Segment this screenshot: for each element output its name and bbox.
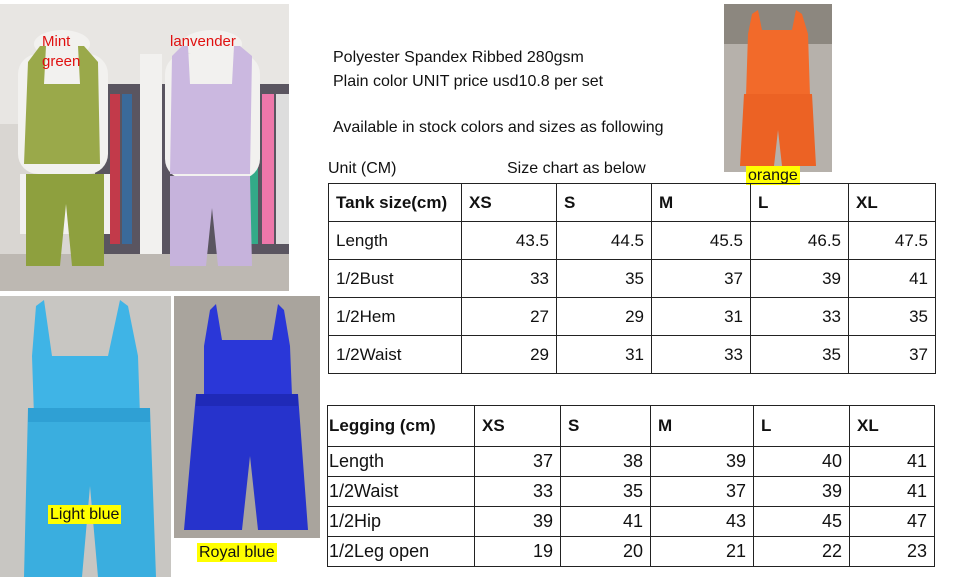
table-cell: 37 <box>652 260 751 298</box>
header-cell: Tank size(cm) <box>329 184 462 222</box>
table-cell: 35 <box>849 298 936 336</box>
label-light-blue: Light blue <box>50 506 120 523</box>
table-cell: 41 <box>850 447 935 477</box>
table-cell: 31 <box>557 336 652 374</box>
table-cell: 33 <box>475 477 561 507</box>
table-cell: 33 <box>652 336 751 374</box>
header-cell: L <box>754 406 850 447</box>
table-cell: 41 <box>850 477 935 507</box>
header-cell: XS <box>475 406 561 447</box>
table-cell: 20 <box>561 537 651 567</box>
header-cell: XL <box>850 406 935 447</box>
table-cell: 29 <box>462 336 557 374</box>
photo-light-blue <box>0 296 171 577</box>
table-row <box>329 260 936 298</box>
table-cell: 37 <box>475 447 561 477</box>
unit-price: Plain color UNIT price usd10.8 per set <box>333 73 604 90</box>
header-cell: XL <box>849 184 936 222</box>
label-orange: orange <box>748 167 798 184</box>
table-cell: 37 <box>849 336 936 374</box>
table-cell: 39 <box>751 260 849 298</box>
table-row <box>329 336 936 374</box>
table-row <box>328 537 935 567</box>
table-cell: 41 <box>561 507 651 537</box>
table-row <box>329 222 936 260</box>
table-header-row <box>328 406 935 447</box>
table-cell: 47.5 <box>849 222 936 260</box>
row-label: 1/2Waist <box>328 477 475 507</box>
light-blue-set-image <box>0 296 171 577</box>
table-cell: 23 <box>850 537 935 567</box>
row-label: 1/2Leg open <box>328 537 475 567</box>
table-cell: 41 <box>849 260 936 298</box>
table-cell: 27 <box>462 298 557 336</box>
header-cell: Legging (cm) <box>328 406 475 447</box>
table-cell: 39 <box>651 447 754 477</box>
table-cell: 19 <box>475 537 561 567</box>
unit-label: Unit (CM) <box>328 160 397 177</box>
header-cell: XS <box>462 184 557 222</box>
table-row <box>328 507 935 537</box>
header-cell: S <box>557 184 652 222</box>
row-label: Length <box>329 222 462 260</box>
table-cell: 39 <box>475 507 561 537</box>
orange-set-image <box>724 4 832 172</box>
row-label: Length <box>328 447 475 477</box>
header-cell: M <box>652 184 751 222</box>
table-header-row <box>329 184 936 222</box>
royal-blue-set-image <box>174 296 320 538</box>
photo-orange <box>724 4 832 172</box>
table-cell: 21 <box>651 537 754 567</box>
table-row <box>328 477 935 507</box>
header-cell: L <box>751 184 849 222</box>
table-row <box>329 298 936 336</box>
table-cell: 29 <box>557 298 652 336</box>
table-cell: 46.5 <box>751 222 849 260</box>
label-royal-blue: Royal blue <box>199 544 275 561</box>
header-cell: M <box>651 406 754 447</box>
table-cell: 33 <box>751 298 849 336</box>
table-cell: 33 <box>462 260 557 298</box>
tank-size-table <box>328 183 936 374</box>
size-chart-label: Size chart as below <box>507 160 646 177</box>
header-cell: S <box>561 406 651 447</box>
table-cell: 31 <box>652 298 751 336</box>
table-cell: 37 <box>651 477 754 507</box>
table-row <box>328 447 935 477</box>
table-cell: 22 <box>754 537 850 567</box>
table-cell: 38 <box>561 447 651 477</box>
availability-note: Available in stock colors and sizes as following <box>333 119 664 136</box>
row-label: 1/2Hem <box>329 298 462 336</box>
table-cell: 35 <box>561 477 651 507</box>
table-cell: 47 <box>850 507 935 537</box>
row-label: 1/2Waist <box>329 336 462 374</box>
photo-royal-blue <box>174 296 320 538</box>
fabric-description: Polyester Spandex Ribbed 280gsm <box>333 49 584 66</box>
table-cell: 45.5 <box>652 222 751 260</box>
table-cell: 35 <box>751 336 849 374</box>
table-cell: 39 <box>754 477 850 507</box>
table-cell: 44.5 <box>557 222 652 260</box>
table-cell: 43 <box>651 507 754 537</box>
table-cell: 35 <box>557 260 652 298</box>
table-cell: 43.5 <box>462 222 557 260</box>
legging-size-table <box>327 405 935 567</box>
label-mint-green: Mint green <box>42 33 81 70</box>
label-lavender: lanvender <box>170 33 236 50</box>
table-cell: 40 <box>754 447 850 477</box>
row-label: 1/2Hip <box>328 507 475 537</box>
row-label: 1/2Bust <box>329 260 462 298</box>
table-cell: 45 <box>754 507 850 537</box>
